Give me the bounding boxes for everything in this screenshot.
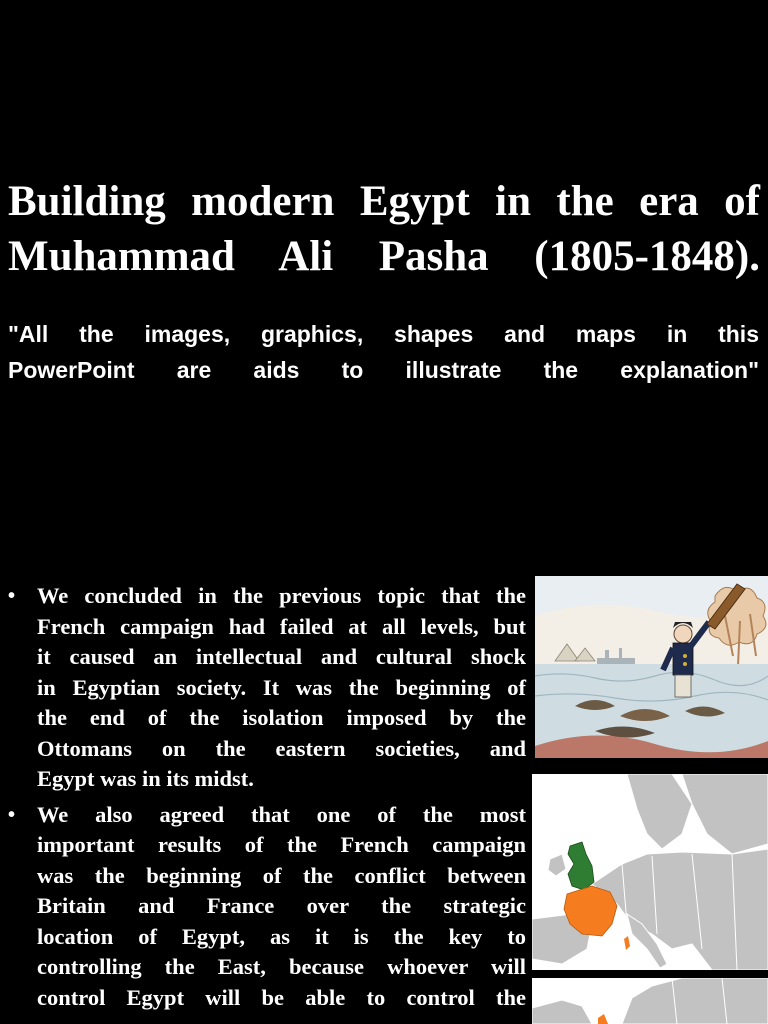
bullet-2-line-6: controlling the East, because whoever will <box>37 954 526 979</box>
subtitle-line-1: "All the images, graphics, shapes and maps in this <box>8 321 759 347</box>
bullet-marker: • <box>8 803 16 826</box>
title-line-2: Muhammad Ali Pasha (1805-1848). <box>8 233 760 280</box>
bullet-2-line-4: Britain and France over the strategic <box>37 893 526 918</box>
bullet-2-line-1: We also agreed that one of the most <box>37 801 526 827</box>
bullet-2-line-7: control Egypt will be able to control the <box>37 984 526 1010</box>
europe-map-partial <box>532 978 768 1024</box>
nelson-cartoon-illustration <box>535 576 768 758</box>
bullet-1-line-6: Ottomans on the eastern societies, and <box>37 735 526 761</box>
europe-map-britain-france <box>532 774 768 970</box>
bullet-1-line-3: it caused an intellectual and cultural shock <box>37 644 526 669</box>
title-line-1: Building modern Egypt in the era of <box>8 178 760 225</box>
bullet-marker: • <box>8 585 16 607</box>
bullet-2-line-2: important results of the French campaign <box>37 832 526 857</box>
bullet-2-line-5: location of Egypt, as it is the key to <box>37 923 526 949</box>
slide-subtitle <box>8 316 759 388</box>
bullet-list <box>0 581 526 1018</box>
bullet-2-line-3: was the beginning of the conflict between <box>37 862 526 888</box>
bullet-item-2 <box>0 800 526 1014</box>
bullet-item-1 <box>0 581 526 795</box>
bullet-1-line-5: the end of the isolation imposed by the <box>37 705 526 730</box>
bullet-1-line-1: We concluded in the previous topic that the <box>37 583 526 608</box>
bullet-1-line-4: in Egyptian society. It was the beginning of <box>37 674 526 700</box>
bullet-1-line-7: Egypt was in its midst. <box>37 766 254 791</box>
cartoon-drawing <box>535 576 768 758</box>
subtitle-line-2: PowerPoint are aids to illustrate the explanation" <box>8 357 759 383</box>
europe-map-partial-drawing <box>532 978 768 1024</box>
bullet-1-line-2: French campaign had failed at all levels, but <box>37 613 526 639</box>
slide-title <box>8 174 760 284</box>
europe-map-drawing <box>532 774 768 970</box>
